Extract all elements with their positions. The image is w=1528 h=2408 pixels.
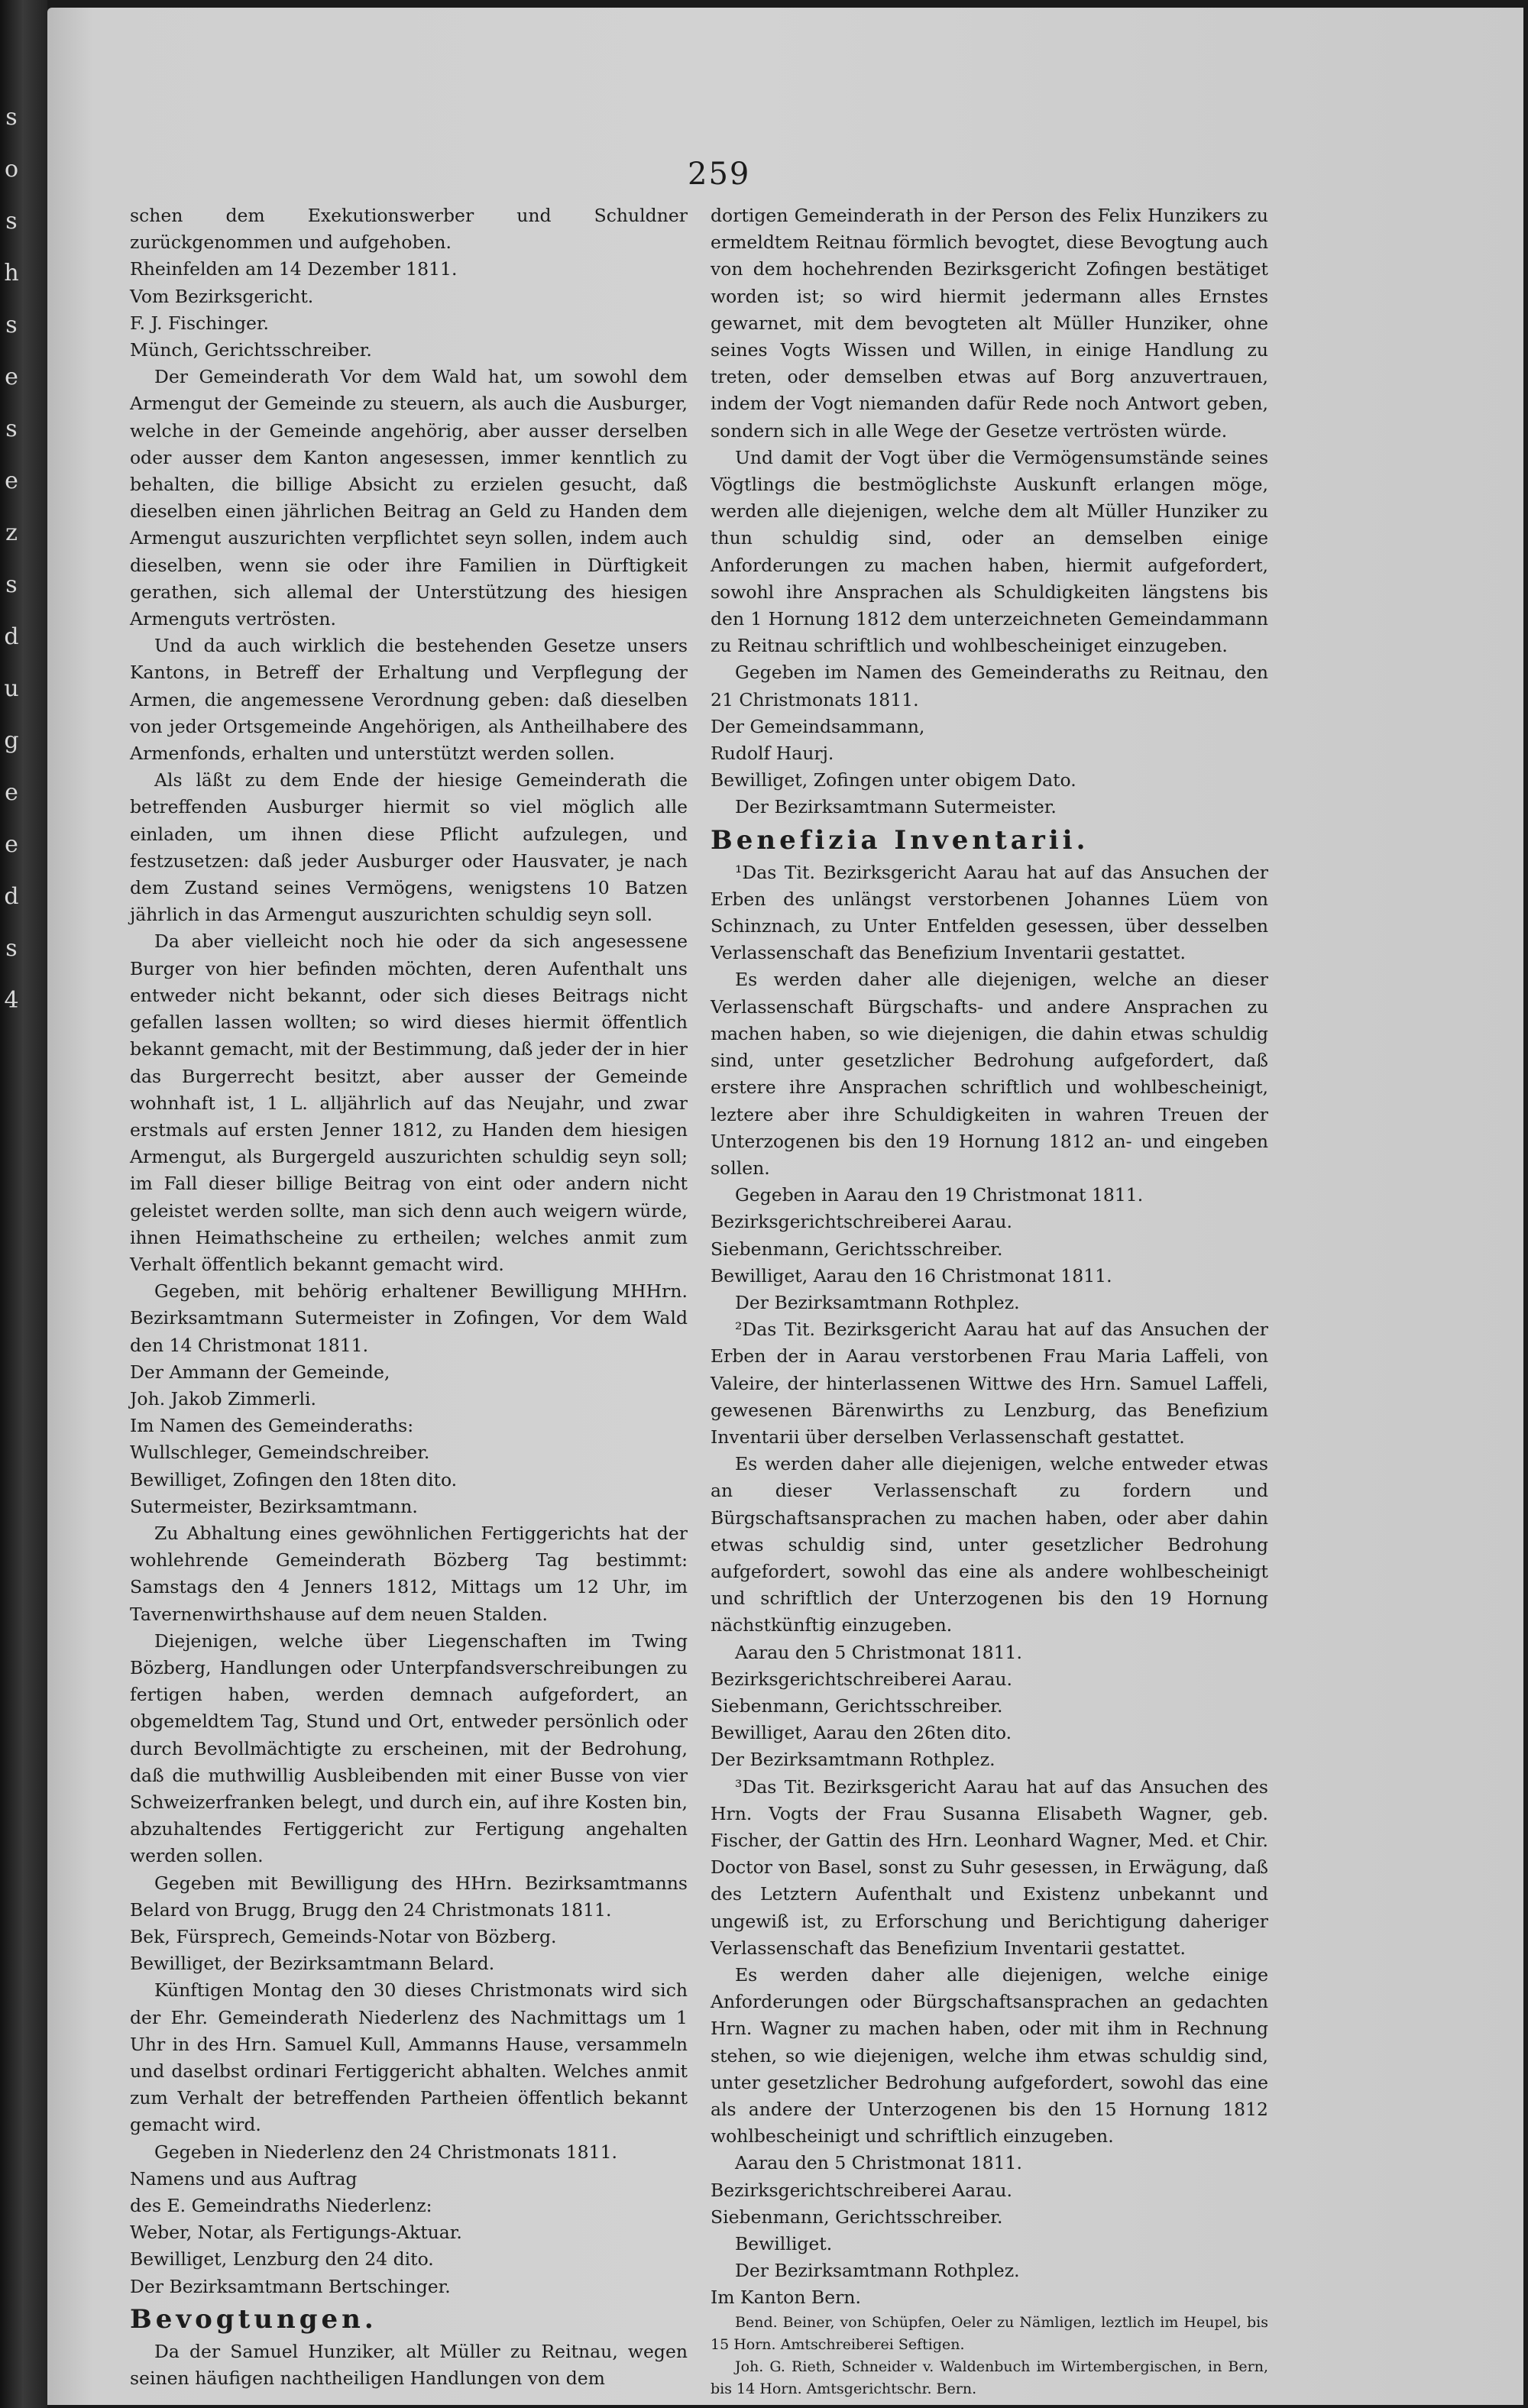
section-heading: Bevogtungen. [130,2303,377,2335]
paragraph: Bewilliget, Zofingen den 18ten dito. [130,1468,458,1490]
signature-line: Siebenmann, Gerichtsschreiber. [711,2206,1003,2228]
signature-line: Bezirksgerichtschreiberei Aarau. [711,1668,1012,1690]
paragraph: Gegeben, mit behörig erhaltener Bewilligung MHHrn. Bezirksamtmann Sutermeister in Zofingen, Vor dem Wald den 14 Christmonat 1811. [130,1280,688,1356]
left-column [130,202,688,2392]
paragraph: Aarau den 5 Christmonat 1811. [735,2152,1022,2174]
paragraph: ¹Das Tit. Bezirksgericht Aarau hat auf das Ansuchen der Erben des unlängst verstorbenen Johannes Lüem von Schinznach, zu Unter Entfelden gesessen, über desselben Verlassenschaft das Benefizium Inventarii gestattet. [711,861,1268,964]
signature-line: F. J. Fischinger. [130,312,270,334]
signature-line: Bek, Fürsprech, Gemeinds-Notar von Bözberg. [130,1926,557,1947]
paragraph: Diejenigen, welche über Liegenschaften im Twing Bözberg, Handlungen oder Unterpfandsverschreibungen zu fertigen haben, werden demnach aufgefordert, an obgemeldtem Tag, Stund und Ort, entweder persönlich oder durch Bevollmächtigte zu erscheinen, mit der Bedrohung, daß die muthwillig Ausbleibenden mit einer Busse von vier Schweizerfranken belegt, und durch ein, auf ihre Kosten bin, abzuhaltendes Fertiggericht zur Fertigung angehalten werden sollen. [130,1630,688,1867]
signature-line: des E. Gemeindraths Niederlenz: [130,2195,432,2217]
page-number: 259 [688,157,751,192]
edge-letter: d [4,883,19,910]
edge-letter: e [5,468,18,494]
paragraph: Und da auch wirklich die bestehenden Gesetze unsers Kantons, in Betreff der Erhaltung und Verpflegung der Armen, die angemessene Verordnung geben: daß dieselben von jeder Ortsgemeinde Angehörigen, als Antheilhabere des Armenfonds, erhalten und unterstützt werden sollen. [130,635,688,765]
paragraph: Es werden daher alle diejenigen, welche an dieser Verlassenschaft Bürgschafts- und andere Ansprachen zu machen haben, so wie diejenigen, die dahin etwas schuldig sind, unter gesetzlicher Bedrohung aufgefordert, daß erstere ihre Ansprachen schriftlich und wohlbescheinigt, leztere aber ihre Schuldigkeiten in wahren Treuen der Unterzogenen bis den 19 Hornung 1812 an- und eingeben sollen. [711,969,1268,1179]
signature-line: Rudolf Haurj. [711,743,834,765]
signature-line: Vom Bezirksgericht. [130,285,314,307]
edge-letter: e [5,779,18,806]
adjacent-page-edge-letters [2,92,21,1027]
edge-letter: e [5,364,18,390]
paragraph: Der Gemeinderath Vor dem Wald hat, um sowohl dem Armengut der Gemeinde zu steuern, als auch die Ausburger, welche in der Gemeinde angehörig, aber ausser derselben oder ausser dem Kanton angesessen, immer kenntlich zu behalten, die billige Absicht zu erzielen gesucht, daß dieselben einen jährlichen Beitrag an Geld zu Handen dem Armengut auszurichten verpflichtet seyn sollen, indem auch dieselben, wenn sie oder ihre Familien in Dürftigkeit gerathen, sich allemal der Unterstützung des hiesigen Armenguts vertrösten. [130,366,688,630]
signature-line: Siebenmann, Gerichtsschreiber. [711,1694,1003,1717]
paragraph: dortigen Gemeinderath in der Person des Felix Hunzikers zu ermeldtem Reitnau förmlich bevogtet, diese Bevogtung auch von dem hochehrenden Bezirksgericht Zofingen bestätiget worden ist; so wird hiermit jedermann alles Ernstes gewarnet, mit dem bevogteten alt Müller Hunziker, ohne seines Vogts Wissen und Willen, in einige Handlung zu treten, oder demselben etwas auf Borg anzuvertrauen, indem der Vogt niemanden dafür Rede noch Antwort geben, sondern sich in alle Wege der Gesetze vertrösten würde. [711,205,1268,442]
edge-letter: h [4,260,19,286]
paragraph: Rheinfelden am 14 Dezember 1811. [130,258,458,280]
signature-line: Siebenmann, Gerichtsschreiber. [711,1238,1003,1260]
edge-letter: s [5,571,18,598]
edge-letter: s [5,312,18,338]
paragraph: Da aber vielleicht noch hie oder da sich angesessene Burger von hier befinden möchten, deren Aufenthalt uns entweder nicht bekannt, oder sich dieses Beitrags nicht gefallen lassen wollten; so wird dieses hiermit öffentlich bekannt gemacht, mit der Bestimmung, daß jeder der in hier das Burgerrecht besitzt, aber ausser der Gemeinde wohnhaft ist, 1 L. alljährlich auf das Neujahr, und zwar erstmals auf ersten Jenner 1812, zu Handen dem hiesigen Armengut, als Burgergeld auszurichten schuldig seyn soll; im Fall dieser billige Beitrag von eint oder andern nicht geleistet werden sollte, man sich denn auch weigern würde, ihnen Heimathscheine zu ertheilen; welches anmit zum Verhalt öffentlich bekannt gemacht wird. [130,931,688,1275]
paragraph: Bewilliget. [735,2233,833,2255]
paragraph: ³Das Tit. Bezirksgericht Aarau hat auf das Ansuchen des Hrn. Vogts der Frau Susanna Elisabeth Wagner, geb. Fischer, der Gattin des Hrn. Leonhard Wagner, Med. et Chir. Doctor von Basel, sonst zu Suhr gesessen, in Erwägung, daß des Letztern Aufenthalt und Existenz unbekannt und ungewiß ist, zu Erforschung und Berichtigung daheriger Verlassenschaft das Benefizium Inventarii gestattet. [711,1775,1268,1959]
paragraph: Da der Samuel Hunziker, alt Müller zu Reitnau, wegen seinen häufigen nachtheiligen Handlungen von dem [130,2340,688,2390]
signature-line: Namens und aus Auftrag [130,2167,358,2190]
signature-line: Der Gemeindsammann, [711,715,925,737]
paragraph: Es werden daher alle diejenigen, welche einige Anforderungen oder Bürgschaftsansprachen an gedachten Hrn. Wagner zu machen haben, oder mit ihm in Rechnung stehen, so wie diejenigen, welche ihm etwas schuldig sind, unter gesetzlicher Bedrohung aufgefordert, sowohl das eine als andere der Unterzogenen bis den 15 Hornung 1812 wohlbescheinigt und schriftlich einzugeben. [711,1964,1268,2147]
signature-line: Bezirksgerichtschreiberei Aarau. [711,2179,1012,2201]
paragraph: Bewilliget, Lenzburg den 24 dito. [130,2248,434,2270]
edge-letter: g [4,727,19,754]
edge-letter: s [5,104,18,131]
paragraph: Als läßt zu dem Ende der hiesige Gemeinderath die betreffenden Ausburger hiermit so viel möglich alle einladen, um ihnen diese Pflicht aufzulegen, und festzusetzen: daß jeder Ausburger oder Hausvater, je nach dem Zustand seines Vermögens, wenigstens 10 Batzen jährlich in das Armengut auszurichten schuldig seyn soll. [130,769,688,926]
signature-line: Joh. Jakob Zimmerli. [130,1387,317,1410]
paragraph: Gegeben in Niederlenz den 24 Christmonats 1811. [154,2141,618,2163]
paragraph: Der Bezirksamtmann Sutermeister. [735,796,1057,818]
edge-letter: z [5,519,18,546]
right-column [711,202,1268,2400]
edge-letter: u [4,675,19,702]
edge-letter: s [5,208,18,235]
edge-letter: e [5,831,18,858]
paragraph: ²Das Tit. Bezirksgericht Aarau hat auf das Ansuchen der Erben der in Aarau verstorbenen Frau Maria Laffeli, von Valeire, der hinterlassenen Wittwe des Hrn. Samuel Laffeli, gewesenen Bärenwirths zu Lenzburg, das Benefizium Inventarii über derselben Verlassenschaft gestattet. [711,1319,1268,1448]
paragraph: Zu Abhaltung eines gewöhnlichen Fertiggerichts hat der wohlehrende Gemeinderath Bözberg Tag bestimmt: Samstags den 4 Jenners 1812, Mittags um 12 Uhr, im Tavernenwirthshause auf dem neuen Stalden. [130,1522,688,1625]
notice-small: Joh. G. Rieth, Schneider v. Waldenbuch im Wirtembergischen, in Bern, bis 14 Horn. Amtsgerichtschr. Bern. [711,2358,1268,2397]
paragraph: Bewilliget, der Bezirksamtmann Belard. [130,1953,495,1975]
signature-line: Bezirksgerichtschreiberei Aarau. [711,1211,1012,1233]
paragraph: Gegeben mit Bewilligung des HHrn. Bezirksamtmanns Belard von Brugg, Brugg den 24 Christmonats 1811. [130,1872,688,1921]
signature-line: Wullschleger, Gemeindschreiber. [130,1442,430,1464]
paragraph: Gegeben im Namen des Gemeinderaths zu Reitnau, den 21 Christmonats 1811. [711,662,1268,710]
signature-line: Im Namen des Gemeinderaths: [130,1415,414,1437]
paragraph: Gegeben in Aarau den 19 Christmonat 1811. [735,1184,1144,1206]
paragraph: Bewilliget, Zofingen unter obigem Dato. [711,769,1076,791]
paragraph: Aarau den 5 Christmonat 1811. [735,1641,1022,1663]
notice-small: Bend. Beiner, von Schüpfen, Oeler zu Nämligen, leztlich im Heupel, bis 15 Horn. Amtschreiberei Seftigen. [711,2313,1268,2353]
signature-line: Weber, Notar, als Fertigungs-Aktuar. [130,2222,462,2244]
signature-line: Der Ammann der Gemeinde, [130,1361,390,1383]
edge-letter: s [5,416,18,442]
paragraph: Der Bezirksamtmann Bertschinger. [130,2275,451,2297]
paragraph: schen dem Exekutionswerber und Schuldner zurückgenommen und aufgehoben. [130,205,688,254]
paragraph: Es werden daher alle diejenigen, welche entweder etwas an dieser Verlassenschaft zu fordern und Bürgschaftsansprachen zu machen haben, oder aber dahin etwas schuldig sind, unter gesetzlicher Bedrohung aufgefordert, sowohl das eine als andere wohlbescheinigt und schriftlich der Unterzogenen bis den 19 Hornung nächstkünftig einzugeben. [711,1453,1268,1636]
subheading: Im Kanton Bern. [711,2287,861,2309]
paragraph: Der Bezirksamtmann Rothplez. [735,2260,1020,2282]
paragraph: Der Bezirksamtmann Rothplez. [711,1749,995,1771]
paragraph: Künftigen Montag den 30 dieses Christmonats wird sich der Ehr. Gemeinderath Niederlenz des Nachmittags um 1 Uhr in des Hrn. Samuel Kull, Ammanns Hause, versammeln und daselbst ordinari Fertiggericht abhalten. Welches anmit zum Verhalt der betreffenden Partheien öffentlich bekannt gemacht wird. [130,1979,688,2136]
paragraph: Der Bezirksamtmann Rothplez. [735,1291,1020,1313]
paragraph: Und damit der Vogt über die Vermögensumstände seines Vögtlings die bestmöglichste Auskunft erlangen möge, werden alle diejenigen, welche dem alt Müller Hunziker zu thun schuldig sind, oder an demselben einige Anforderungen zu machen haben, hiermit aufgefordert, sowohl ihre Ansprachen als Schuldigkeiten längstens bis den 1 Hornung 1812 dem unterzeichneten Gemeindammann zu Reitnau schriftlich und wohlbescheiniget einzugeben. [711,446,1268,657]
paragraph: Sutermeister, Bezirksamtmann. [130,1495,418,1517]
edge-letter: s [5,935,18,962]
signature-line: Münch, Gerichtsschreiber. [130,339,372,361]
edge-letter: d [4,623,19,650]
book-spine [0,0,47,2408]
section-heading: Benefizia Inventarii. [711,824,1089,856]
paragraph: Bewilliget, Aarau den 16 Christmonat 1811. [711,1264,1112,1287]
edge-letter: o [4,156,19,183]
paragraph: Bewilliget, Aarau den 26ten dito. [711,1722,1012,1744]
edge-letter: 4 [4,987,19,1014]
